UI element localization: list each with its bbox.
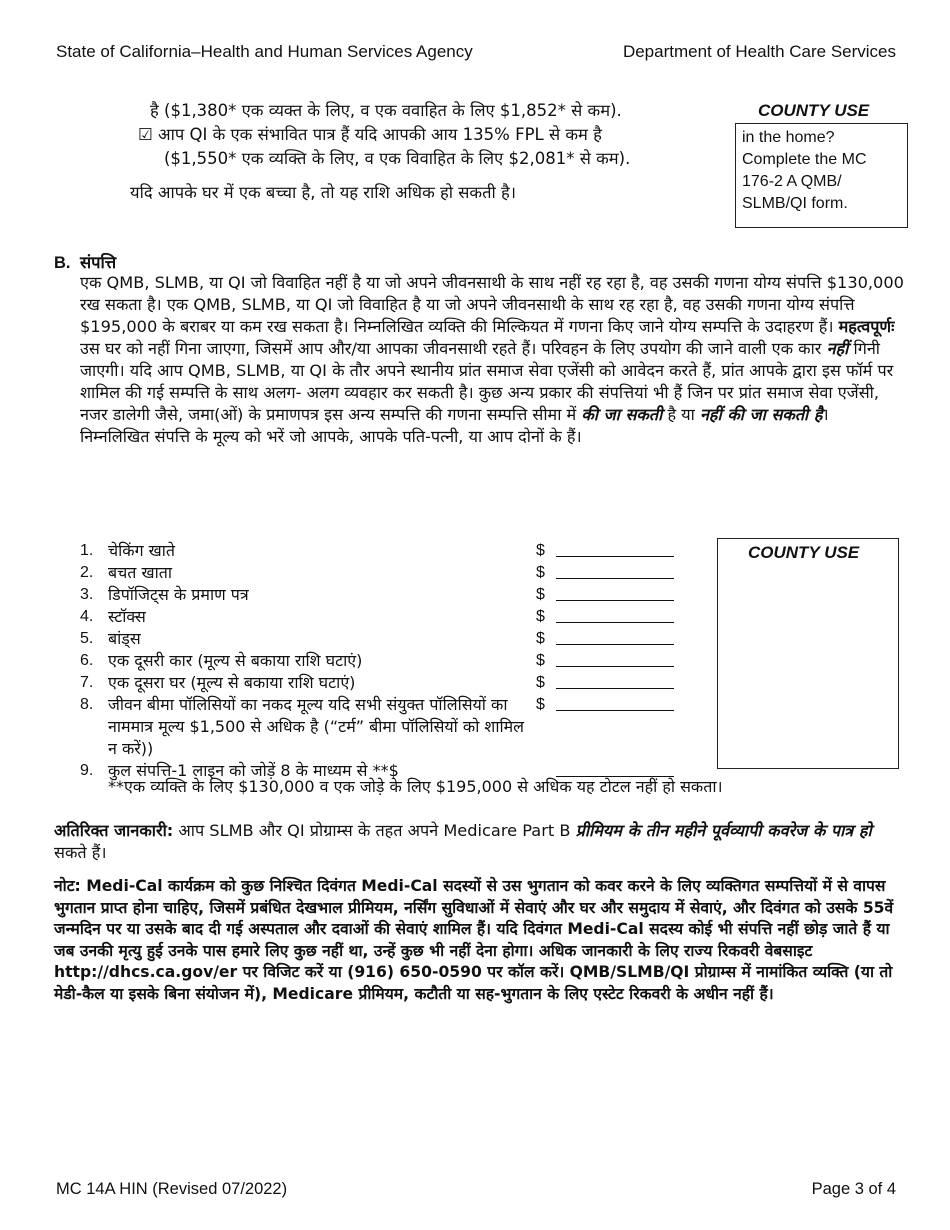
checkbox-checked-icon: ☑ xyxy=(138,125,153,144)
county-use-title-2: COUNTY USE xyxy=(748,543,860,562)
assets-para-part-b: उस घर को नहीं गिना जाएगा, जिसमें आप और/या आपका जीवनसाथी रहते हैं। परिवहन के लिए उपयोग की जाने वाली एक कार xyxy=(80,339,822,358)
item-number: 4. xyxy=(80,608,94,625)
page-number: Page 3 of 4 xyxy=(811,1180,896,1198)
dollar-sign: $ xyxy=(536,542,545,559)
asset-item-checking xyxy=(80,540,720,562)
dollar-sign: $ xyxy=(536,564,545,581)
county-use-box-1 xyxy=(735,123,908,228)
qi-eligibility-text: आप QI के एक संभावित पात्र हैं यदि आपकी आय 135% FPL से कम है xyxy=(158,125,602,144)
amount-field-life-insurance[interactable] xyxy=(556,710,674,711)
additional-info-label: अतिरिक्त जानकारी: xyxy=(54,821,174,840)
asset-item-second-car xyxy=(80,650,720,672)
additional-info-emphasis: प्रीमियम के तीन महीने पूर्वव्यापी कवरेज के पात्र हो xyxy=(575,821,872,840)
item-number: 9. xyxy=(80,762,94,779)
dollar-sign: $ xyxy=(536,586,545,603)
dollar-sign: $ xyxy=(536,674,545,691)
item-number: 1. xyxy=(80,542,94,559)
item-label: बचत खाता xyxy=(108,563,172,582)
not-emphasis: नहीं xyxy=(826,339,849,358)
item-number: 5. xyxy=(80,630,94,647)
estate-recovery-note: नोट: Medi-Cal कार्यक्रम को कुछ निश्चित दिवंगत Medi-Cal सदस्यों से उस भुगतान को कवर करने के लिए व्यक्तिगत सम्पत्तियों में से वापस भुगतान प्राप्त होना चाहिए, जिसमें प्रबंधित देखभाल प्रीमियम, नर्सिंग सुविधाओं में सेवाएं और घर और समुदाय में सेवाएं, और दिवंगत को उसके 55वें जन्मदिन पर या उसके बाद दी गई अस्पताल और दवाओं की सेवाएं शामिल हैं। यदि दिवंगत Medi-Cal सदस्य कोई भी संपत्ति नहीं छोड़ जाते हैं या जब उनकी मृत्यु हुई उनके पास हमारे लिए कुछ नहीं था, उन्हें कुछ भी नहीं देना होगा। अधिक जानकारी के लिए राज्य रिकवरी वेबसाइट http://dhcs.ca.gov/er पर विजिट करें या (916) 650-0590 पर कॉल करें। QMB/SLMB/QI प्रोग्राम्स में नामांकित व्यक्ति (या तो मेडी-कैल या इसके बिना संयोजन में), Medicare प्रीमियम, कटौती या सह-भुगतान के लिए एस्टेट रिकवरी के अधीन नहीं हैं। xyxy=(54,877,894,1003)
asset-item-savings xyxy=(80,562,720,584)
assets-paragraph: एक QMB, SLMB, या QI जो विवाहित नहीं है या जो अपने जीवनसाथी के साथ नहीं रह रहा है, वह उसकी गणना योग्य संपत्ति $130,000 रख सकता है। एक QMB, SLMB, या QI जो विवाहित है या जो अपने जीवनसाथी के साथ रह रहा है, वह उसकी गणना योग्य संपत्ति $195,000 के बराबर या कम रख सकता है। निम्नलिखित व्यक्ति की मिल्कियत में गणना किए जाने योग्य सम्पत्ति के उदाहरण हैं। महत्वपूर्णः उस घर को नहीं गिना जाएगा, जिसमें आप और/या आपका जीवनसाथी रहते हैं। परिवहन के लिए उपयोग की जाने वाली एक कार नहीं गिनी जाएगी। यदि आप QMB, SLMB, या QI के तौर अपने स्थानीय प्रांत समाज सेवा एजेंसी को आवेदन करते हैं, प्रांत आपके द्वारा इस फॉर्म पर शामिल की गई सम्पत्ति के साथ अलग- अलग व्यवहार कर सकती है। कुछ अन्य प्रकार की संपत्तियां भी हैं जिन पर प्रांत समाज सेवा एजेंसी, नजर डालेगी जैसे, जमा(ओं) के प्रमाणपत्र इस अन्य सम्पत्ति की गणना सम्पत्ति सीमा में की जा सकती है या नहीं की जा सकती है। निम्नलिखित संपत्ति के मूल्य को भरें जो आपके, आपके पति-पत्नी, या आप दोनों के हैं। xyxy=(80,272,910,448)
item-label: एक दूसरी कार (मूल्य से बकाया राशि घटाएं) xyxy=(108,651,363,670)
header-agency: State of California–Health and Human Services Agency xyxy=(56,42,473,61)
dollar-sign: $ xyxy=(536,652,545,669)
dollar-sign: $ xyxy=(536,696,545,713)
or-word: है या xyxy=(667,405,695,424)
header-department: Department of Health Care Services xyxy=(622,42,896,61)
section-b-title: संपत्ति xyxy=(80,253,117,272)
county-use-title-1: COUNTY USE xyxy=(758,101,870,120)
item-label: डिपॉजिट्स के प्रमाण पत्र xyxy=(108,585,249,604)
asset-item-bonds xyxy=(80,628,720,650)
fill-instructions: निम्नलिखित संपत्ति के मूल्य को भरें जो आपके, आपके पति-पत्नी, या आप दोनों के हैं। xyxy=(80,427,582,446)
amount-field-checking[interactable] xyxy=(556,556,674,557)
item-number: 2. xyxy=(80,564,94,581)
amount-field-second-home[interactable] xyxy=(556,688,674,689)
asset-item-life-insurance xyxy=(80,694,720,760)
item-label: चेकिंग खाते xyxy=(108,541,176,560)
amount-field-second-car[interactable] xyxy=(556,666,674,667)
asset-item-cds xyxy=(80,584,720,606)
additional-info-text-a: आप SLMB और QI प्रोग्राम्स के तहत अपने Medicare Part B xyxy=(178,821,571,840)
asset-item-stocks xyxy=(80,606,720,628)
amount-field-bonds[interactable] xyxy=(556,644,674,645)
amount-field-stocks[interactable] xyxy=(556,622,674,623)
form-number: MC 14A HIN (Revised 07/2022) xyxy=(56,1180,288,1198)
cannot-be-emphasis: नहीं की जा सकती है xyxy=(699,405,823,424)
item-label: एक दूसरा घर (मूल्य से बकाया राशि घटाएं) xyxy=(108,673,356,692)
section-b-letter: B. xyxy=(54,254,71,272)
county-use-text-1: in the home? Complete the MC 176-2 A QMB/ SLMB/QI form. xyxy=(742,129,867,212)
qi-eligibility-line xyxy=(138,124,602,146)
item-label: जीवन बीमा पॉलिसियों का नकद मूल्य यदि सभी संयुक्त पॉलिसियों का नाममात्र मूल्य $1,500 से अधिक है (“टर्म” बीमा पॉलिसियों को शामिल न करें)) xyxy=(108,695,525,758)
dollar-sign: $ xyxy=(536,630,545,647)
item-number: 6. xyxy=(80,652,94,669)
assets-para-part-c: गिनी जाएगी। यदि आप QMB, SLMB, या QI के तौर अपने स्थानीय प्रांत समाज सेवा एजेंसी को आवेदन करते हैं, प्रांत आपके द्वारा इस फॉर्म पर शामिल की गई सम्पत्ति के साथ अलग- अलग व्यवहार कर सकती है। कुछ अन्य प्रकार की संपत्तियां भी हैं जिन पर प्रांत समाज सेवा एजेंसी, नजर डालेगी जैसे, जमा(ओं) के प्रमाणपत्र इस अन्य सम्पत्ति की गणना सम्पत्ति सीमा में xyxy=(80,339,894,424)
amount-field-savings[interactable] xyxy=(556,578,674,579)
amount-field-cds[interactable] xyxy=(556,600,674,601)
asset-item-second-home xyxy=(80,672,720,694)
item-number: 3. xyxy=(80,586,94,603)
item-label: बांड्स xyxy=(108,629,141,648)
item-label: स्टॉक्स xyxy=(108,607,146,626)
dollar-sign: $ xyxy=(536,608,545,625)
item-number: 8. xyxy=(80,696,94,713)
additional-info-text-b: सकते हैं। xyxy=(54,843,107,862)
child-note-line: यदि आपके घर में एक बच्चा है, तो यह राशि अधिक हो सकती है। xyxy=(130,183,517,202)
item-number: 7. xyxy=(80,674,94,691)
qi-income-line: ($1,550* एक व्यक्ति के लिए, व एक विवाहित के लिए $2,081* से कम). xyxy=(164,149,631,168)
item-label: कुल संपत्ति-1 लाइन को जोड़ें 8 के माध्यम से **$ xyxy=(108,761,399,780)
additional-info xyxy=(54,820,894,864)
county-use-box-2 xyxy=(717,538,899,769)
assets-para-part-a: एक QMB, SLMB, या QI जो विवाहित नहीं है या जो अपने जीवनसाथी के साथ नहीं रह रहा है, वह उसकी गणना योग्य संपत्ति $130,000 रख सकता है। एक QMB, SLMB, या QI जो विवाहित है या जो अपने जीवनसाथी के साथ रह रहा है, वह उसकी गणना योग्य संपत्ति $195,000 के बराबर या कम रख सकता है। निम्नलिखित व्यक्ति की मिल्कियत में गणना किए जाने योग्य सम्पत्ति के उदाहरण हैं। xyxy=(80,273,904,336)
qmb-income-line: है ($1,380* एक व्यक्त के लिए, व एक ववाहित के लिए $1,852* से कम). xyxy=(150,101,622,120)
section-b-heading xyxy=(54,250,116,273)
can-be-emphasis: की जा सकती xyxy=(581,405,663,424)
important-label: महत्वपूर्णः xyxy=(838,317,895,336)
assets-list xyxy=(80,540,720,782)
total-limit-note: **एक व्यक्ति के लिए $130,000 व एक जोड़े के लिए $195,000 से अधिक यह टोटल नहीं हो सकता। xyxy=(108,777,723,796)
